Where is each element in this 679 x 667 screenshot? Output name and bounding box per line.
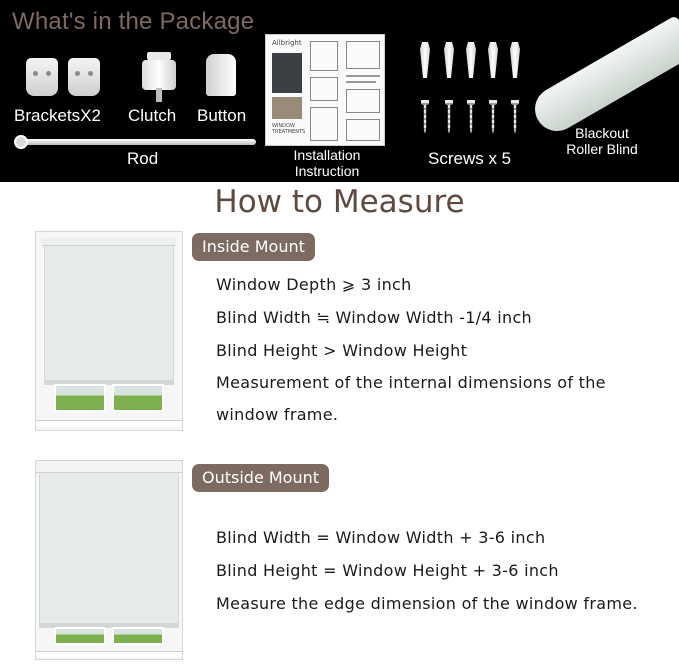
- screws-label: Screws x 5: [428, 149, 512, 168]
- screw-icon: [467, 100, 475, 134]
- inside-line-1: Window Depth ⩾ 3 inch: [216, 275, 412, 294]
- screw-icon: [489, 100, 497, 134]
- outside-pane-left: [54, 627, 106, 645]
- sheet-diagram-icon: [346, 89, 380, 113]
- roller-blind-label: Blackout Roller Blind: [566, 125, 638, 157]
- inside-sill: [36, 420, 182, 426]
- sheet-brand: Allbright: [272, 39, 302, 47]
- instruction-sheet-image: [265, 34, 385, 146]
- inside-pane-right: [112, 384, 164, 412]
- sheet-diagram-icon: [310, 77, 338, 101]
- rod-icon: [18, 139, 256, 145]
- wall-anchor-icon: [488, 42, 498, 78]
- instruction-label: Installation Instruction: [293, 147, 361, 179]
- outside-fabric: [39, 473, 179, 623]
- wall-anchor-icon: [420, 42, 430, 78]
- bracket-icon: [26, 58, 58, 96]
- outside-line-2: Blind Height = Window Height + 3-6 inch: [216, 561, 559, 580]
- clutch-cap-icon: [147, 52, 171, 60]
- outside-mount-image: [35, 460, 183, 660]
- inside-line-2: Blind Width ≒ Window Width -1/4 inch: [216, 308, 533, 327]
- roller-blind-icon: [527, 15, 679, 139]
- outside-pane-right: [112, 627, 164, 645]
- button-label: Button: [197, 106, 247, 125]
- sheet-diagram-icon: [310, 41, 338, 71]
- inside-line-3: Blind Height > Window Height: [216, 341, 468, 360]
- inside-rail: [42, 238, 176, 246]
- clutch-pin-icon: [156, 88, 162, 102]
- screw-icon: [445, 100, 453, 134]
- sheet-window-icon: [272, 53, 302, 93]
- clutch-icon: [142, 60, 176, 90]
- wall-anchor-icon: [466, 42, 476, 78]
- inside-fabric: [44, 246, 174, 380]
- inside-line-4: Measurement of the internal dimensions of the: [216, 373, 606, 392]
- measure-heading: How to Measure: [214, 184, 465, 220]
- sheet-text-line: [346, 81, 376, 83]
- inside-mount-image: [35, 231, 183, 431]
- screw-icon: [421, 100, 429, 134]
- inside-pane-left: [54, 384, 106, 412]
- sheet-caption: WINDOW TREATMENTS: [272, 123, 306, 135]
- sheet-diagram-icon: [346, 41, 380, 69]
- outside-line-3: Measure the edge dimension of the window frame.: [216, 594, 638, 613]
- outside-line-1: Blind Width = Window Width + 3-6 inch: [216, 528, 546, 547]
- sheet-photo-icon: [272, 97, 302, 119]
- package-banner: [0, 0, 679, 182]
- brackets-label: BracketsX2: [14, 106, 101, 125]
- outside-sill: [36, 651, 182, 657]
- screw-icon: [511, 100, 519, 134]
- rod-end-icon: [14, 135, 28, 149]
- clutch-label: Clutch: [128, 106, 177, 125]
- rod-label: Rod: [127, 149, 159, 168]
- outside-mount-tag: Outside Mount: [192, 464, 329, 492]
- wall-anchor-icon: [444, 42, 454, 78]
- inside-line-5: window frame.: [216, 405, 339, 424]
- package-title: What's in the Package: [12, 8, 255, 35]
- bracket-icon: [68, 58, 100, 96]
- sheet-diagram-icon: [346, 119, 380, 141]
- wall-anchor-icon: [510, 42, 520, 78]
- outside-rail: [36, 461, 182, 473]
- inside-mount-tag: Inside Mount: [192, 233, 315, 261]
- button-piece-icon: [206, 54, 236, 96]
- sheet-diagram-icon: [310, 107, 338, 141]
- sheet-text-line: [346, 75, 380, 77]
